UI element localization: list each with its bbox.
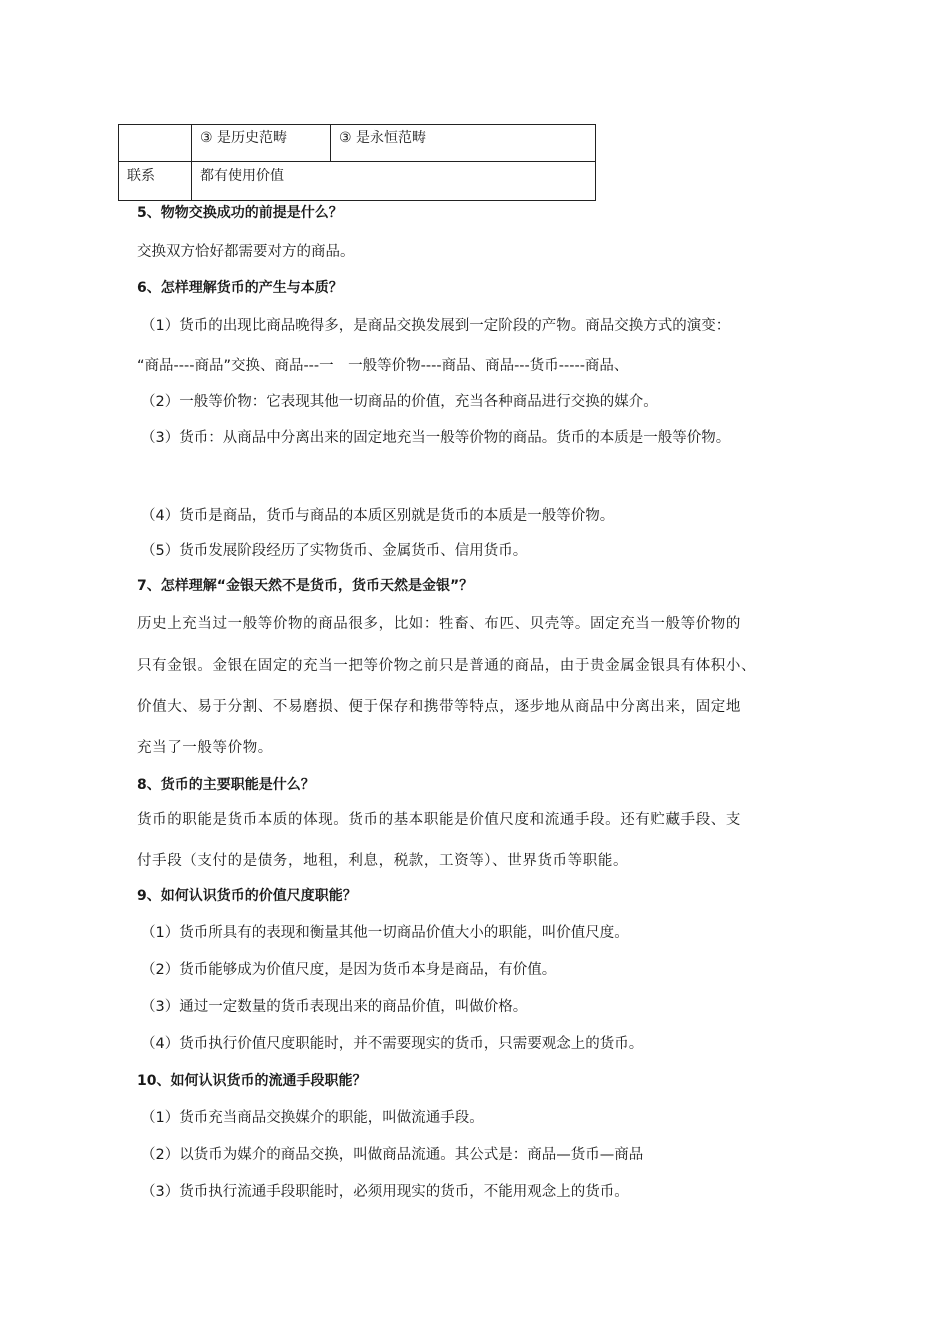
- answer-text: （2）货币能够成为价值尺度，是因为货币本身是商品，有价值。: [141, 962, 557, 978]
- answer-text: （4）货币执行价值尺度职能时，并不需要现实的货币，只需要观念上的货币。: [141, 1036, 644, 1052]
- answer-text: （2）一般等价物：它表现其他一切商品的价值，充当各种商品进行交换的媒介。: [141, 394, 658, 410]
- table-row: [119, 162, 596, 201]
- answer-text: 只有金银。金银在固定的充当一把等价物之前只是普通的商品，由于贵金属金银具有体积小、: [137, 658, 757, 674]
- answer-text: （1）货币的出现比商品晚得多，是商品交换发展到一定阶段的产物。商品交换方式的演变：: [141, 318, 731, 334]
- table-row: [119, 125, 596, 162]
- table-cell: 联系: [119, 162, 192, 201]
- table-cell: [119, 125, 192, 162]
- answer-text: （3）货币：从商品中分离出来的固定地充当一般等价物的商品。货币的本质是一般等价物。: [141, 430, 731, 446]
- answer-text: 历史上充当过一般等价物的商品很多，比如：牲畜、布匹、贝壳等。固定充当一般等价物的: [137, 616, 741, 632]
- question-heading: 10、如何认识货币的流通手段职能？: [137, 1073, 367, 1089]
- answer-text: 充当了一般等价物。: [137, 740, 273, 756]
- answer-text: （4）货币是商品，货币与商品的本质区别就是货币的本质是一般等价物。: [141, 508, 615, 524]
- answer-text: （1）货币所具有的表现和衡量其他一切商品价值大小的职能，叫价值尺度。: [141, 925, 629, 941]
- table-cell: ③ 是历史范畴: [192, 125, 331, 162]
- question-heading: 5、物物交换成功的前提是什么？: [137, 205, 343, 221]
- answer-text: （5）货币发展阶段经历了实物货币、金属货币、信用货币。: [141, 543, 528, 559]
- answer-text: （3）货币执行流通手段职能时，必须用现实的货币，不能用观念上的货币。: [141, 1184, 629, 1200]
- answer-text: （1）货币充当商品交换媒介的职能，叫做流通手段。: [141, 1110, 484, 1126]
- question-heading: 7、怎样理解“金银天然不是货币，货币天然是金银”？: [137, 578, 474, 594]
- answer-text: 价值大、易于分割、不易磨损、便于保存和携带等特点，逐步地从商品中分离出来，固定地: [137, 699, 741, 715]
- answer-text: （3）通过一定数量的货币表现出来的商品价值，叫做价格。: [141, 999, 528, 1015]
- answer-text: 交换双方恰好都需要对方的商品。: [137, 244, 355, 260]
- answer-text: 付手段（支付的是债务，地租，利息，税款，工资等）、世界货币等职能。: [137, 853, 629, 869]
- comparison-table: [118, 124, 596, 201]
- question-heading: 8、货币的主要职能是什么？: [137, 777, 315, 793]
- answer-text: 货币的职能是货币本质的体现。货币的基本职能是价值尺度和流通手段。还有贮藏手段、支: [137, 812, 741, 828]
- table-cell: 都有使用价值: [192, 162, 596, 201]
- answer-text: （2）以货币为媒介的商品交换，叫做商品流通。其公式是：商品—货币—商品: [141, 1147, 644, 1163]
- answer-text: “商品----商品”交换、商品---一 一般等价物----商品、商品---货币-----商品、: [137, 358, 629, 374]
- question-heading: 9、如何认识货币的价值尺度职能？: [137, 888, 357, 904]
- question-heading: 6、怎样理解货币的产生与本质？: [137, 280, 343, 296]
- table-cell: ③ 是永恒范畴: [331, 125, 596, 162]
